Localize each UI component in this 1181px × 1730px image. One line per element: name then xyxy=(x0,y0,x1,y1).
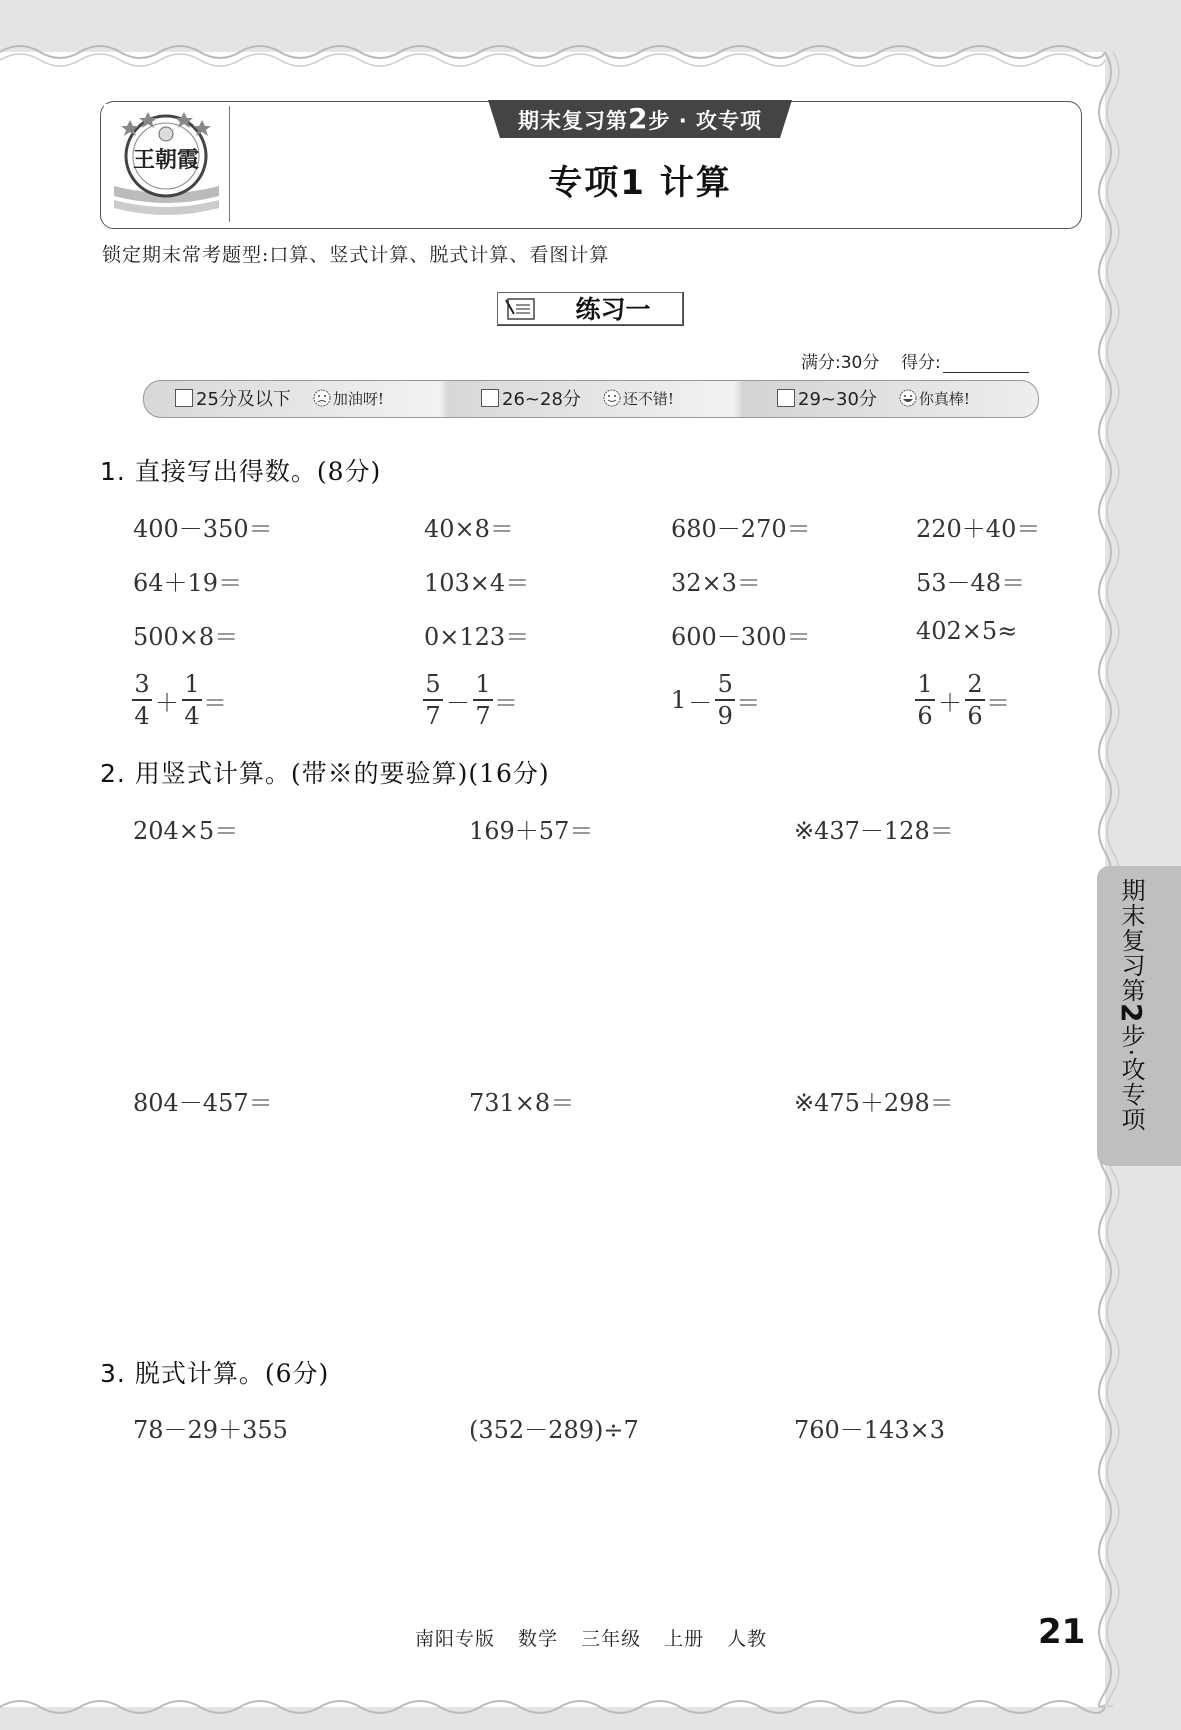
q1-item: 400－350＝ xyxy=(133,515,273,543)
footer-text: 南阳专版 数学 三年级 上册 人教 xyxy=(415,1628,768,1650)
q1-item: 600－300＝ xyxy=(671,623,811,651)
smile-face-icon xyxy=(603,389,621,407)
q1-item: 53－48＝ xyxy=(916,569,1026,597)
q2-item: 804－457＝ xyxy=(133,1089,273,1117)
score-label: 得分: xyxy=(900,353,941,373)
notebook-pen-icon xyxy=(504,296,538,322)
rating-cheer-low: 加油呀! xyxy=(332,389,384,408)
rating-range-low: 25分及以下 xyxy=(196,389,291,410)
side-tab-text xyxy=(1104,878,1148,1133)
numerator: 5 xyxy=(717,670,733,699)
operator: － xyxy=(688,688,713,717)
numerator: 2 xyxy=(967,670,983,699)
rating-range-high: 29~30分 xyxy=(798,389,877,410)
practice-title: 练习一 xyxy=(575,295,651,324)
q1-item: 64＋19＝ xyxy=(133,569,243,597)
q2-item: ※437－128＝ xyxy=(794,817,954,845)
q3-number: 3. xyxy=(100,1359,126,1388)
numerator: 3 xyxy=(134,670,150,699)
step-number: 2 xyxy=(627,102,649,135)
equals-sign: ＝ xyxy=(203,688,227,717)
fraction xyxy=(423,669,443,731)
rating-checkbox-low[interactable] xyxy=(175,389,193,407)
equals-sign: ＝ xyxy=(986,688,1010,717)
numerator: 1 xyxy=(917,670,933,699)
seal-logo-icon xyxy=(104,104,229,224)
q1-fraction-item xyxy=(131,670,227,730)
denominator: 9 xyxy=(717,701,733,730)
operator: － xyxy=(446,688,470,717)
q2-text: 用竖式计算。(带※的要验算)(16分) xyxy=(134,759,550,788)
fraction xyxy=(473,669,493,731)
numerator: 5 xyxy=(425,670,441,699)
rating-cheer-high: 你真棒! xyxy=(918,389,970,408)
q1-fraction-item xyxy=(671,670,760,730)
topic-title: 专项1 计算 xyxy=(548,163,732,203)
step-prefix: 期末复习第 xyxy=(517,109,628,133)
q1-item: 220＋40＝ xyxy=(916,515,1041,543)
side-tab-post: 步·攻专项 xyxy=(1117,1023,1145,1133)
whole-number: 1 xyxy=(671,686,687,714)
q1-fraction-item xyxy=(914,670,1010,730)
score-line xyxy=(801,348,1029,373)
fraction xyxy=(915,669,935,731)
logo-divider xyxy=(229,106,230,222)
q1-item: 680－270＝ xyxy=(671,515,811,543)
sad-face-icon xyxy=(313,389,331,407)
rating-item-mid xyxy=(481,386,674,410)
svg-text:王朝霞: 王朝霞 xyxy=(132,147,200,173)
q3-item: 78－29＋355 xyxy=(133,1416,288,1444)
subtitle: 锁定期末常考题型:口算、竖式计算、脱式计算、看图计算 xyxy=(102,244,610,266)
side-tab-pre: 期末复习第 xyxy=(1117,878,1145,1003)
numerator: 1 xyxy=(475,670,491,699)
operator: ＋ xyxy=(155,688,179,717)
q1-text: 直接写出得数。(8分) xyxy=(134,457,382,486)
q3-item: 760－143×3 xyxy=(794,1416,945,1444)
q1-item: 32×3＝ xyxy=(671,569,761,597)
q1-item: 0×123＝ xyxy=(424,623,530,651)
q2-item: 169＋57＝ xyxy=(469,817,594,845)
rating-checkbox-high[interactable] xyxy=(777,389,795,407)
operator: ＋ xyxy=(938,688,962,717)
q3-item: (352－289)÷7 xyxy=(469,1416,639,1444)
q1-fraction-item xyxy=(422,670,518,730)
q2-title xyxy=(100,754,550,790)
happy-face-icon xyxy=(899,389,917,407)
q1-item: 500×8＝ xyxy=(133,623,239,651)
denominator: 6 xyxy=(917,701,933,730)
rating-range-mid: 26~28分 xyxy=(502,389,581,410)
denominator: 7 xyxy=(475,701,491,730)
fraction xyxy=(182,669,202,731)
rating-item-high xyxy=(777,386,970,410)
page-number: 21 xyxy=(1038,1612,1086,1652)
score-blank[interactable] xyxy=(943,354,1029,373)
step-banner-text xyxy=(488,100,792,138)
fraction xyxy=(715,669,735,731)
q2-item: 731×8＝ xyxy=(469,1089,575,1117)
step-banner xyxy=(488,100,792,138)
fraction xyxy=(132,669,152,731)
equals-sign: ＝ xyxy=(494,688,518,717)
denominator: 6 xyxy=(967,701,983,730)
q1-item: 40×8＝ xyxy=(424,515,514,543)
side-tab-number: 2 xyxy=(1115,1003,1148,1024)
numerator: 1 xyxy=(184,670,200,699)
q2-item: 204×5＝ xyxy=(133,817,239,845)
step-suffix: 步 · 攻专项 xyxy=(648,109,763,133)
denominator: 4 xyxy=(134,701,150,730)
denominator: 4 xyxy=(184,701,200,730)
rating-item-low xyxy=(175,386,384,410)
q1-item: 103×4＝ xyxy=(424,569,530,597)
q1-item: 402×5≈ xyxy=(916,617,1018,645)
equals-sign: ＝ xyxy=(736,688,761,717)
q3-title xyxy=(100,1354,329,1390)
q1-title xyxy=(100,452,381,488)
fraction xyxy=(965,669,985,731)
denominator: 7 xyxy=(425,701,441,730)
rating-cheer-mid: 还不错! xyxy=(622,389,674,408)
rating-checkbox-mid[interactable] xyxy=(481,389,499,407)
full-score-label: 满分:30分 xyxy=(801,353,880,373)
q2-number: 2. xyxy=(100,759,126,788)
q1-number: 1. xyxy=(100,457,126,486)
q3-text: 脱式计算。(6分) xyxy=(134,1359,330,1388)
q2-item: ※475＋298＝ xyxy=(794,1089,954,1117)
